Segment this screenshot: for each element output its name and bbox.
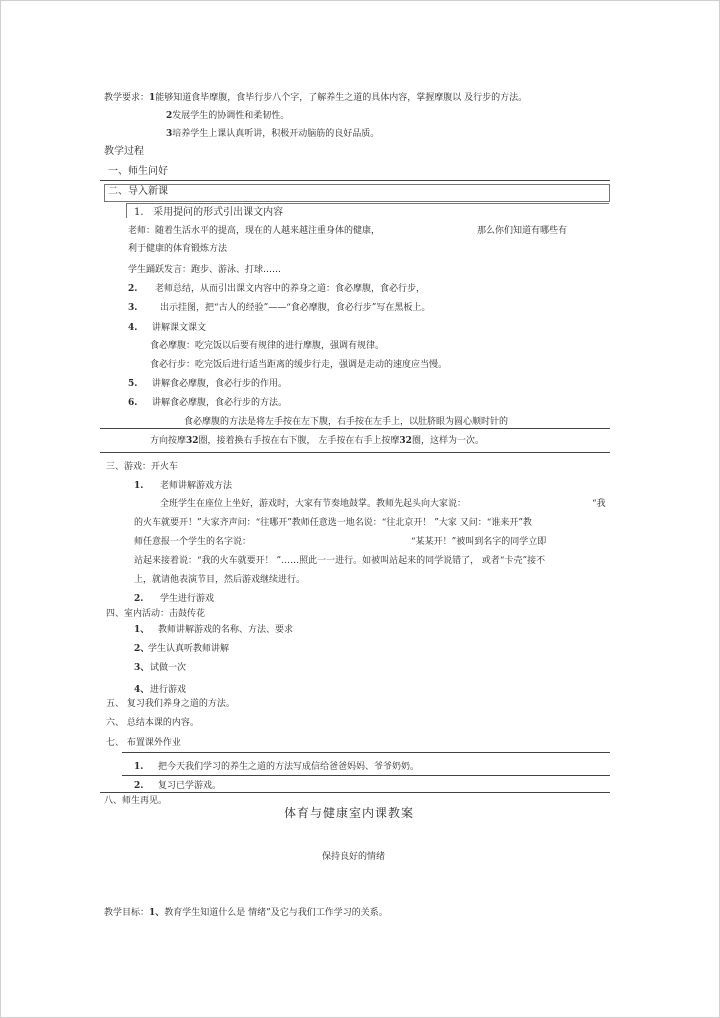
item-number: 5.	[128, 379, 138, 389]
item-number: 1.	[134, 481, 144, 491]
requirement-number: 1	[149, 93, 156, 103]
item-detail: 食必行步：吃完饭后进行适当距离的缓步行走，强调是走动的速度应当慢。	[150, 360, 448, 370]
requirement-number: 2	[166, 111, 173, 121]
item-text: 讲解课文课文	[152, 323, 207, 333]
item-text: 老师讲解游戏方法	[160, 481, 233, 491]
divider	[100, 452, 610, 453]
divider	[122, 752, 610, 753]
item-number: 1.	[134, 762, 144, 772]
item-detail: 食必摩腹：吃完饭以后要有规律的进行摩腹，强调有规律。	[150, 341, 385, 351]
item-text: 采用提问的形式引出课文内容	[153, 207, 284, 218]
item-detail	[150, 435, 484, 447]
game-rules: “某某开！”被叫到名字的同学立即	[411, 537, 547, 547]
item-number: 1.	[134, 207, 144, 218]
item-text: 讲解食必摩腹，食必行步的方法。	[152, 398, 288, 408]
game-rules: 师任意报一个学生的名字说：	[134, 537, 252, 547]
requirements-line-1	[104, 92, 527, 104]
item-number: 3.	[128, 303, 138, 313]
goal-number: 1、	[149, 908, 165, 918]
item-text: 讲解食必摩腹，食必行步的作用。	[152, 379, 288, 389]
detail-text: 圈，接着换右手按在右下腹， 左手按在右手上按摩	[198, 436, 400, 446]
divider	[100, 428, 610, 429]
detail-text: 圈，这样为一次。	[411, 436, 484, 446]
item-text: 教师讲解游戏的名称、方法、要求	[158, 625, 294, 635]
game-rules: 全班学生在座位上坐好，游戏时，大家有节奏地鼓掌。教师先起头向大家说：	[160, 499, 467, 509]
teacher-question-b: 那么你们知道有哪些有	[477, 226, 568, 236]
detail-number: 32	[186, 436, 199, 446]
students-answer: 学生踊跃发言：跑步、游泳、打球……	[128, 265, 282, 275]
item-number: 2.	[128, 284, 138, 294]
process-label: 教学过程	[104, 146, 144, 157]
game-rules: 上，就请他表演节目，然后游戏继续进行。	[134, 575, 306, 585]
section-4-heading: 四、室内活动：击鼓传花	[106, 609, 206, 619]
game-rules: 站起来接着说：“我的火车就要开！ ”……照此一一进行。如被叫站起来的同学说错了， 或者“卡壳”接不	[134, 556, 546, 566]
section-3-heading: 三、游戏：开火车	[106, 462, 179, 472]
requirement-number: 3	[166, 129, 173, 139]
item-number: 2.	[134, 781, 144, 791]
item-number: 1、	[134, 625, 150, 635]
requirements-line-3	[166, 128, 379, 140]
requirement-text: 能够知道食毕摩腹，食毕行步八个字，了解养生之道的具体内容，掌握摩腹以 及行步的方法。	[155, 93, 528, 103]
item-text: 学生认真听教师讲解	[148, 644, 230, 654]
item-number: 4、	[134, 685, 150, 695]
item-number: 4.	[128, 323, 138, 333]
divider	[100, 180, 610, 181]
divider	[100, 792, 610, 793]
teacher-question-c: 利于健康的体育锻炼方法	[128, 244, 228, 254]
game-rules: “我	[592, 499, 606, 509]
item-number: 2.	[134, 594, 144, 604]
section-5-heading: 五、 复习我们养身之道的方法。	[106, 699, 235, 709]
requirements-line-2	[166, 110, 289, 122]
item-text: 把今天我们学习的养生之道的方法写成信给爸爸妈妈、爷爷奶奶。	[158, 762, 420, 772]
section-2-heading: 二、导入新课	[108, 186, 168, 197]
requirement-text: 发展学生的协调性和柔韧性。	[172, 111, 290, 121]
lesson-subtitle: 保持良好的情绪	[322, 852, 386, 862]
lesson-title: 体育与健康室内课教案	[284, 806, 415, 820]
item-text: 试做一次	[150, 663, 187, 673]
divider	[122, 775, 610, 776]
item-number: 6.	[128, 398, 138, 408]
lesson-goal	[104, 907, 388, 919]
item-text: 进行游戏	[150, 685, 187, 695]
game-rules: 的火车就要开！”大家齐声问：“往哪开”教师任意选一地名说：“往北京开！ ”大家 又问：“谁来开”教	[134, 518, 532, 528]
detail-text: 方向按摩	[150, 436, 187, 446]
requirement-text: 培养学生上课认真听讲，积极开动脑筋的良好品质。	[172, 129, 380, 139]
item-text: 学生进行游戏	[160, 594, 215, 604]
s2-item-1	[134, 207, 283, 219]
goal-label: 教学目标：	[104, 908, 150, 918]
item-number: 3、	[134, 663, 150, 673]
section-7-heading: 七、 布置课外作业	[106, 738, 181, 748]
teacher-question-a: 老师：随着生活水平的提高，现在的人越来越注重身体的健康，	[128, 226, 381, 236]
item-detail: 食必摩腹的方法是将左手按在左下腹，右手按在左手上，以肚脐眼为圆心顺时针的	[184, 417, 509, 427]
section-1-heading: 一、师生问好	[108, 166, 168, 177]
item-text: 老师总结，从而引出课文内容中的养身之道：食必摩腹，食必行步，	[155, 284, 426, 294]
section-6-heading: 六、 总结本课的内容。	[106, 718, 199, 728]
item-text: 复习已学游戏。	[158, 781, 222, 791]
item-text: 出示挂图，把“古人的经验”——“食必摩腹，食必行步”写在黑板上。	[160, 303, 431, 313]
section-8-heading: 八、师生再见。	[104, 796, 168, 806]
detail-number: 32	[399, 436, 412, 446]
item-number: 2、	[134, 644, 150, 654]
goal-text: 教育学生知道什么是 情绪”及它与我们工作学习的关系。	[164, 908, 388, 918]
section-2-box	[104, 184, 610, 202]
requirements-label: 教学要求：	[104, 93, 150, 103]
